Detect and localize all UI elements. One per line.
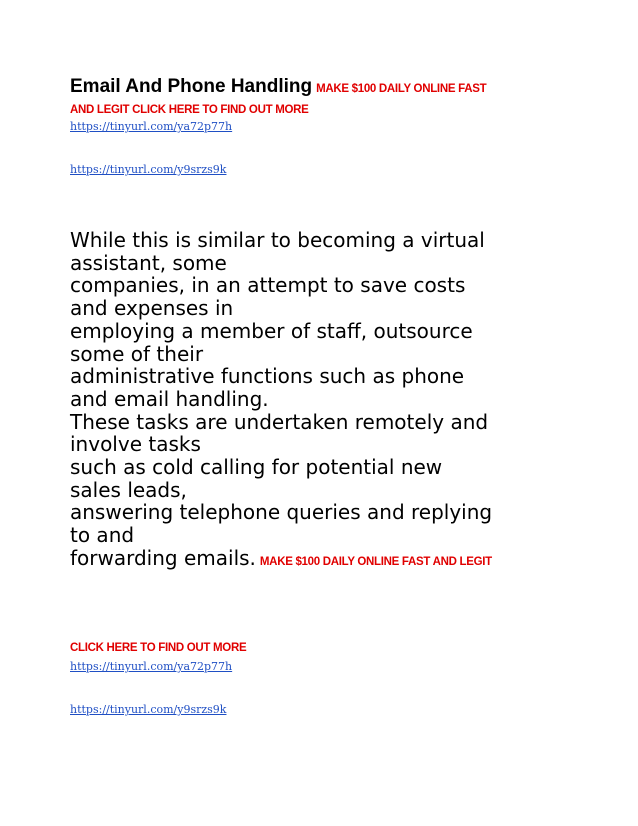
body-line: assistant, some	[70, 250, 227, 275]
body-line: These tasks are undertaken remotely and	[70, 409, 489, 434]
promo-text-heading[interactable]: MAKE $100 DAILY ONLINE FAST	[316, 83, 487, 95]
body-line: to and	[70, 523, 135, 548]
body-line-last	[70, 547, 570, 574]
body-line-final-text: forwarding emails.	[70, 545, 256, 570]
body-line: companies, in an attempt to save costs	[70, 273, 466, 298]
link-top-2[interactable]: https://tinyurl.com/y9srzs9k	[70, 163, 227, 176]
page-title: Email And Phone Handling	[70, 76, 313, 97]
link-bottom-2[interactable]: https://tinyurl.com/y9srzs9k	[70, 703, 227, 716]
link-bottom-1[interactable]: https://tinyurl.com/ya72p77h	[70, 660, 233, 673]
promo-text-heading-continued[interactable]	[70, 100, 570, 118]
heading-line	[70, 76, 570, 98]
promo-text-footer[interactable]: MAKE $100 DAILY ONLINE FAST AND LEGIT	[259, 555, 492, 568]
body-line: and email handling.	[70, 386, 269, 411]
body-line: involve tasks	[70, 432, 201, 457]
body-line: While this is similar to becoming a virtual	[70, 228, 485, 252]
body-line: some of their	[70, 341, 204, 366]
body-line: such as cold calling for potential new	[70, 455, 443, 480]
promo-text-footer-line2[interactable]: CLICK HERE TO FIND OUT MORE	[70, 642, 247, 654]
promo-text-heading-line2[interactable]: AND LEGIT CLICK HERE TO FIND OUT MORE	[70, 104, 309, 116]
link-top-1[interactable]: https://tinyurl.com/ya72p77h	[70, 120, 233, 133]
body-line: employing a member of staff, outsource	[70, 318, 473, 343]
body-line: and expenses in	[70, 296, 234, 321]
body-line: sales leads,	[70, 477, 187, 502]
body-line: answering telephone queries and replying	[70, 500, 493, 525]
body-paragraph	[70, 229, 570, 574]
body-line: administrative functions such as phone	[70, 364, 465, 389]
